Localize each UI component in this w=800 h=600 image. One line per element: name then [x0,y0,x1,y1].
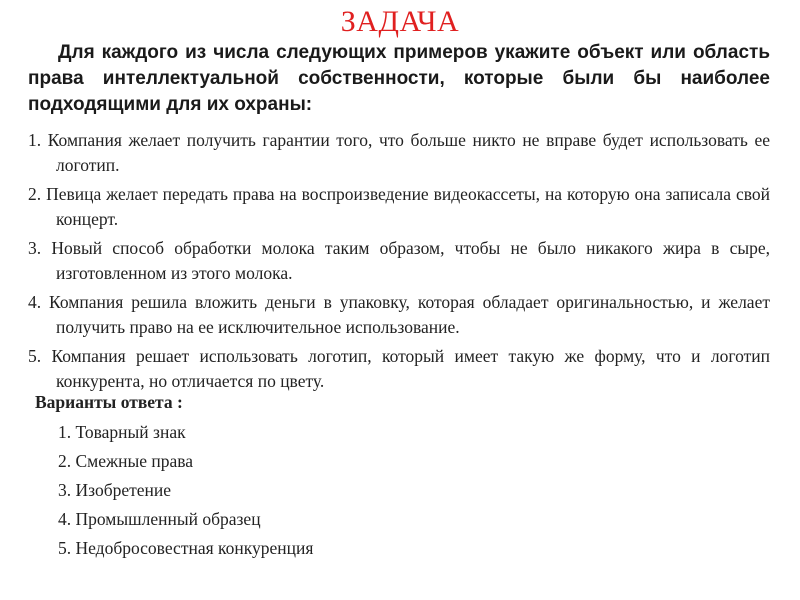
example-item: 4. Компания решила вложить деньги в упаковку, которая обладает оригинальностью, и желает получить право на ее исключительное использование. [28,292,770,337]
slide-title: ЗАДАЧА [340,5,460,38]
answer-option: 2. Смежные права [58,451,194,471]
examples-list [28,128,770,398]
example-item: 3. Новый способ обработки молока таким образом, чтобы не было никакого жира в сыре, изготовленном из этого молока. [28,238,770,283]
example-item: 2. Певица желает передать права на воспроизведение видеокассеты, на которую она записала свой концерт. [28,184,770,229]
answer-option: 5. Недобросовестная конкуренция [58,538,314,558]
answer-option: 1. Товарный знак [58,422,186,442]
example-item: 5. Компания решает использовать логотип, который имеет такую же форму, что и логотип конкурента, но отличается по цвету. [28,346,770,391]
task-intro: Для каждого из числа следующих примеров укажите объект или область права интеллектуальной собственности, которые были бы наиболее подходящими для их охраны: [28,42,770,115]
answer-option: 4. Промышленный образец [58,509,261,529]
answer-option: 3. Изобретение [58,480,172,500]
example-item: 1. Компания желает получить гарантии того, что больше никто не вправе будет использовать ее логотип. [28,130,770,175]
answers-heading: Варианты ответа : [35,392,183,412]
answers-list [58,418,313,563]
